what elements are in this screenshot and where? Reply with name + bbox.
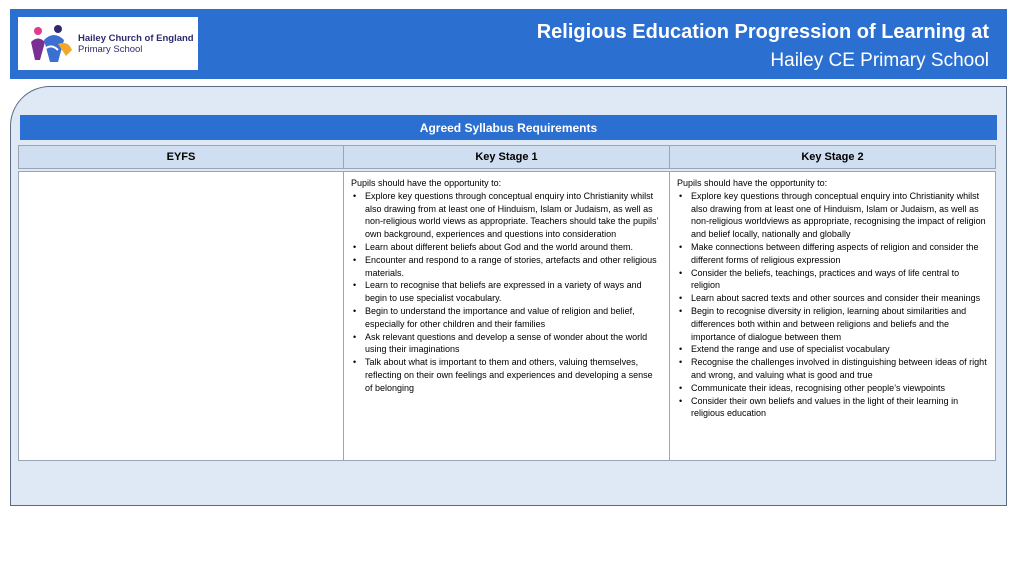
list-item: • Explore key questions through conceptual enquiry into Christianity whilst also drawing from at least one of Hinduism, Islam or Judaism, as well as non-religious world views as appropriate. Teachers should take the pupils’ own background, experiences and questions into consideration bbox=[351, 190, 661, 241]
ks1-intro: Pupils should have the opportunity to: bbox=[351, 178, 502, 188]
column-header-eyfs: EYFS bbox=[18, 145, 344, 169]
syllabus-banner: Agreed Syllabus Requirements bbox=[20, 115, 997, 140]
list-item: • Recognise the challenges involved in distinguishing between ideas of right and wrong, and valuing what is good and true bbox=[677, 356, 987, 382]
list-item: • Communicate their ideas, recognising other people’s viewpoints bbox=[677, 382, 987, 395]
list-item: • Ask relevant questions and develop a sense of wonder about the world using their imaginations bbox=[351, 331, 661, 357]
list-item: • Talk about what is important to them and others, valuing themselves, reflecting on their own feelings and experiences and developing a sense of belonging bbox=[351, 356, 661, 394]
column-header-ks2: Key Stage 2 bbox=[669, 145, 996, 169]
ks1-list bbox=[351, 190, 661, 395]
school-logo-icon bbox=[28, 22, 74, 66]
list-item: • Learn about different beliefs about God and the world around them. bbox=[351, 241, 661, 254]
eyfs-cell bbox=[18, 171, 344, 461]
ks2-intro: Pupils should have the opportunity to: bbox=[677, 178, 828, 188]
column-header-ks1: Key Stage 1 bbox=[343, 145, 670, 169]
list-item: • Consider their own beliefs and values in the light of their learning in religious education bbox=[677, 395, 987, 421]
list-item: • Begin to recognise diversity in religion, learning about similarities and differences both within and between religions and beliefs and the importance of dialogue between them bbox=[677, 305, 987, 343]
list-item: • Learn about sacred texts and other sources and consider their meanings bbox=[677, 292, 987, 305]
list-item: • Extend the range and use of specialist vocabulary bbox=[677, 343, 987, 356]
list-item: • Begin to understand the importance and value of religion and belief, especially for other children and their families bbox=[351, 305, 661, 331]
logo-name-line2: Primary School bbox=[78, 43, 143, 55]
list-item: • Make connections between differing aspects of religion and consider the different forms of religious expression bbox=[677, 241, 987, 267]
page-subtitle: Hailey CE Primary School bbox=[770, 50, 989, 71]
list-item: • Encounter and respond to a range of stories, artefacts and other religious materials. bbox=[351, 254, 661, 280]
logo-name-line1: Hailey Church of England bbox=[78, 32, 194, 44]
list-item: • Explore key questions through conceptual enquiry into Christianity whilst also drawing from at least one of Hinduism, Islam or Judaism, as well as non-religious worldviews as appropriate, recognising the impact of religion and belief locally, nationally and globally bbox=[677, 190, 987, 241]
list-item: • Learn to recognise that beliefs are expressed in a variety of ways and begin to use specialist vocabulary. bbox=[351, 279, 661, 305]
ks2-list bbox=[677, 190, 987, 420]
school-logo-text bbox=[78, 33, 194, 55]
page-title: Religious Education Progression of Learning at bbox=[536, 21, 989, 43]
ks1-cell bbox=[343, 171, 670, 461]
header-bar bbox=[10, 9, 1007, 79]
ks2-cell bbox=[669, 171, 996, 461]
list-item: • Consider the beliefs, teachings, practices and ways of life central to religion bbox=[677, 267, 987, 293]
school-logo bbox=[18, 17, 198, 70]
